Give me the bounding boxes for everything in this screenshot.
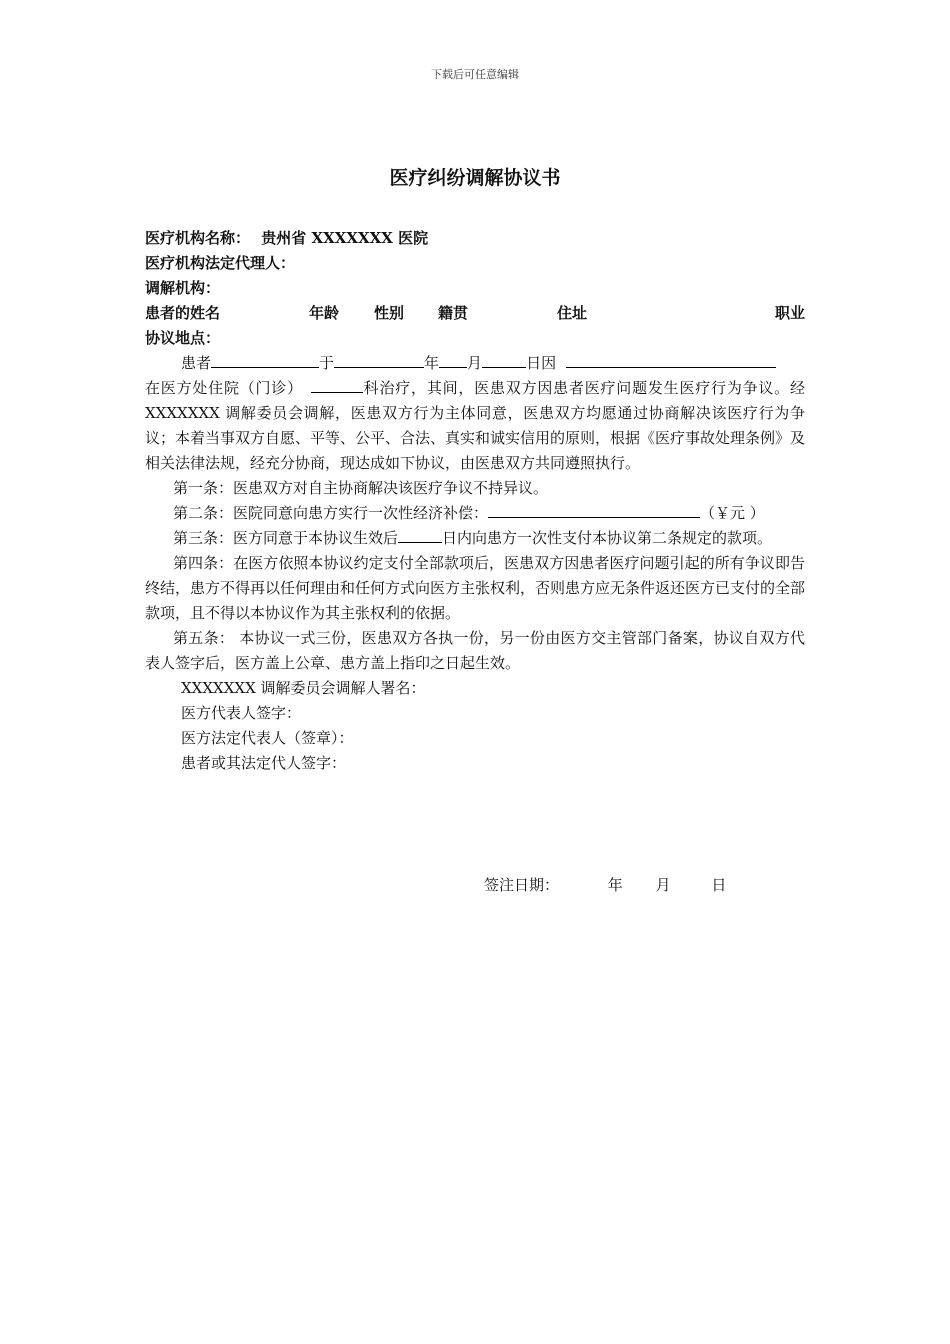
institution-label: 医疗机构名称： [145, 229, 251, 247]
intro-text-6: 在医方处住院（门诊） [145, 379, 303, 397]
patient-age-label: 年龄 [309, 304, 340, 322]
page-header: 下载后可任意编辑 [431, 68, 519, 81]
article-2 [145, 501, 805, 526]
intro-paragraph [145, 351, 805, 476]
date-month: 月 [655, 876, 671, 894]
signature-hospital-rep: 医方代表人签字： [181, 704, 302, 722]
article-2-suffix: （￥元 ） [700, 504, 765, 522]
intro-text-2: 于 [319, 354, 335, 372]
article-3-suffix: 日内向患方一次性支付本协议第二条规定的款项。 [442, 529, 773, 547]
location-line: 协议地点： [145, 329, 221, 347]
article-3-text: 第三条：医方同意于本协议生效后 [173, 529, 399, 547]
document-body [145, 226, 805, 776]
signature-hospital-legal: 医方法定代表人（签章）： [181, 729, 354, 747]
month-blank [439, 351, 467, 368]
article-1: 第一条：医患双方对自主协商解决该医疗争议不持异议。 [173, 479, 549, 497]
days-blank [398, 526, 442, 543]
article-5: 第五条： 本协议一式三份，医患双方各执一份，另一份由医方交主管部门备案，协议自双方代表人签字后，医方盖上公章、患方盖上指印之日起生效。 [145, 629, 805, 672]
date-year: 年 [607, 876, 623, 894]
patient-origin-label: 籍贯 [438, 304, 469, 322]
legal-rep-line: 医疗机构法定代理人： [145, 254, 296, 272]
institution-value: 贵州省 XXXXXXX 医院 [261, 229, 429, 247]
day-blank [482, 351, 526, 368]
signature-mediator: XXXXXXX 调解委员会调解人署名： [181, 679, 426, 697]
patient-name-blank [211, 351, 319, 368]
intro-text-3: 年 [424, 354, 440, 372]
article-4: 第四条：在医方依照本协议约定支付全部款项后，医患双方因患者医疗问题引起的所有争议即告终结，患方不得再以任何理由和任何方式向医方主张权利，否则患方应无条件返还医方已支付的全部款项，且不得以本协议作为其主张权利的依据。 [145, 554, 806, 622]
intro-text-1: 患者 [181, 354, 212, 372]
mediator-line: 调解机构： [145, 279, 221, 297]
article-2-text: 第二条：医院同意向患方实行一次性经济补偿： [173, 504, 489, 522]
document-title: 医疗纠纷调解协议书 [389, 167, 561, 189]
institution-line [145, 226, 805, 251]
date-label: 签注日期： [484, 876, 560, 894]
date-day: 日 [711, 876, 727, 894]
intro-text-4: 月 [467, 354, 483, 372]
patient-address-label: 住址 [557, 304, 588, 322]
patient-name-label: 患者的姓名 [145, 304, 221, 322]
date-blank [334, 351, 424, 368]
intro-text-5: 日因 [526, 354, 557, 372]
patient-fields-row [145, 301, 805, 326]
intro-text-7: 科治疗，其间，医患双方因患者医疗问题发生医疗行为争议。经 XXXXXXX 调解委员会调解，医患双方行为主体同意，医患双方均愿通过协商解决该医疗行为争议；本着当事双方自愿、平等、公平、合法、真实和诚实信用的原则，根据《医疗事故处理条例》及相关法律法规，经充分协商，现达成如下协议，由医患双方共同遵照执行。 [145, 379, 806, 472]
patient-gender-label: 性别 [374, 304, 405, 322]
signing-date [484, 874, 726, 895]
article-3 [145, 526, 805, 551]
compensation-blank [488, 501, 700, 518]
patient-occupation-label: 职业 [774, 304, 805, 322]
department-blank [311, 376, 363, 393]
reason-blank [566, 351, 776, 368]
signature-patient: 患者或其法定代人签字： [181, 754, 347, 772]
